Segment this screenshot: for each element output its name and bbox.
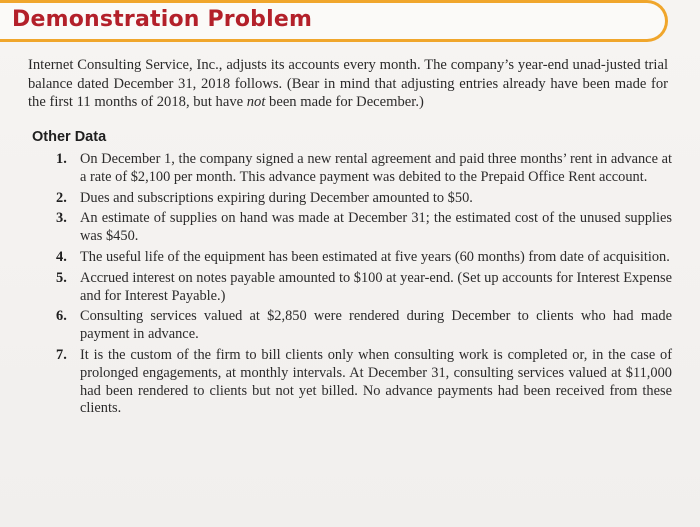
item-number: 1. (56, 151, 67, 167)
item-text: Consulting services valued at $2,850 were rendered during December to clients who had made payment in advance. (80, 308, 672, 343)
item-number: 3. (56, 210, 67, 227)
list-item (32, 270, 672, 306)
intro-text-part1: Internet Consulting Service, Inc., adjusts its accounts every month. The company’s year-end unad-justed trial balance dated December 31, 2018 follows. (Bear in mind that adjusting entries already have been made for the first 11 months of 2018, but have (28, 57, 668, 110)
section-heading: Other Data (32, 129, 107, 145)
item-text: It is the custom of the firm to bill clients only when consulting work is completed or, in the case of prolonged engagements, at monthly intervals. At December 31, consulting services valued at $11,000 had been rendered to clients but not yet billed. No advance payments had been received from these clients. (80, 346, 672, 417)
intro-emphasis: not (246, 94, 266, 110)
list-item (32, 308, 672, 344)
item-number: 4. (56, 248, 67, 265)
item-number: 2. (56, 189, 67, 206)
item-number: 6. (56, 308, 67, 325)
intro-paragraph (28, 56, 668, 112)
other-data-list (32, 151, 672, 421)
list-item (32, 347, 672, 418)
item-text: On December 1, the company signed a new rental agreement and paid three months’ rent in advance at a rate of $2,100 per month. This advance payment was debited to the Prepaid Office Rent account. (80, 151, 672, 185)
list-item (32, 151, 672, 187)
item-number: 7. (56, 346, 67, 363)
item-number: 5. (56, 269, 67, 286)
list-item (32, 210, 672, 246)
item-text: Accrued interest on notes payable amounted to $100 at year-end. (Set up accounts for Interest Expense and for Interest Payable.) (80, 269, 672, 304)
title-banner (0, 0, 668, 42)
intro-text-part2: been made for December.) (265, 94, 424, 110)
list-item (32, 190, 672, 208)
item-text: Dues and subscriptions expiring during December amounted to $50. (80, 189, 473, 206)
item-text: The useful life of the equipment has been estimated at five years (60 months) from date of acquisition. (80, 248, 670, 265)
item-text: An estimate of supplies on hand was made at December 31; the estimated cost of the unused supplies was $450. (80, 210, 672, 245)
page-title: Demonstration Problem (12, 7, 313, 32)
list-item (32, 249, 672, 267)
